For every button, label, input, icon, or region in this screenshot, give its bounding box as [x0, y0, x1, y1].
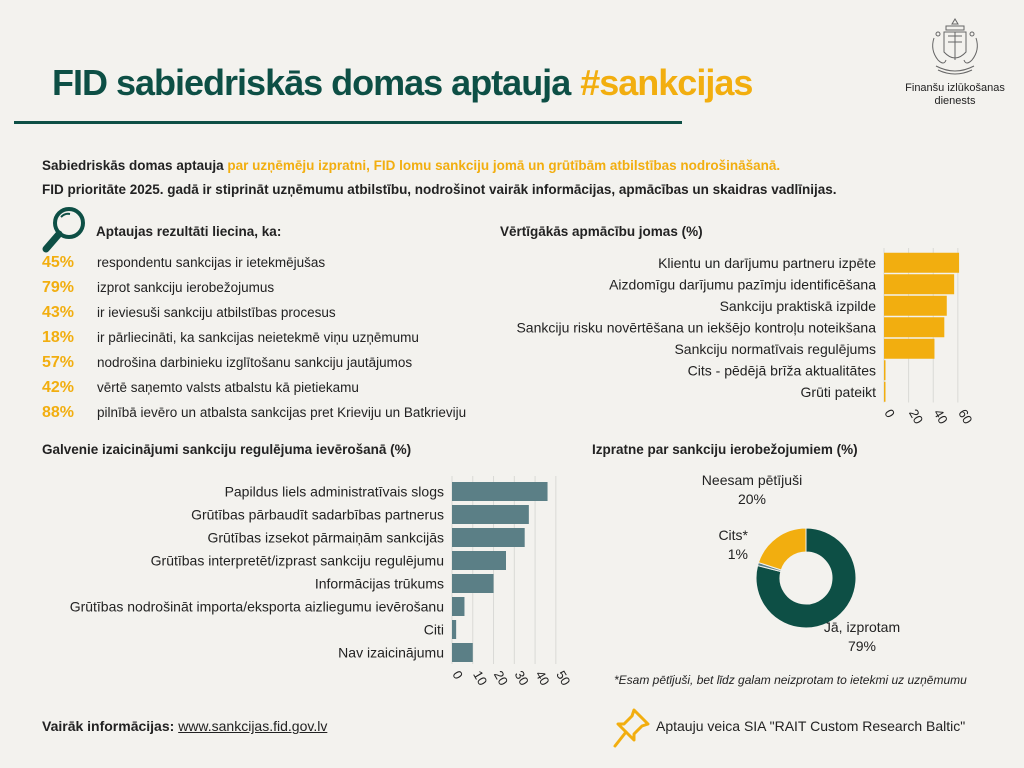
chart-challenges-title: Galvenie izaicinājumi sankciju regulējuma ievērošanā (%)	[42, 442, 412, 457]
logo-line-1: Finanšu izlūkošanas	[905, 82, 1005, 94]
intro-line-1	[42, 154, 992, 178]
finding-text: ir pārliecināti, ka sankcijas neietekmē viņu uzņēmumu	[97, 330, 419, 345]
tick-label: 0	[881, 406, 899, 421]
chart-challenges	[10, 476, 590, 696]
category-label: Grūtības pārbaudīt sadarbības partnerus	[191, 506, 444, 523]
logo-line-2: dienests	[934, 95, 976, 107]
bar	[452, 528, 525, 547]
category-label: Grūtības interpretēt/izprast sankciju regulējumu	[150, 552, 444, 569]
more-info-link[interactable]: www.sankcijas.fid.gov.lv	[178, 718, 328, 734]
tick-label: 30	[511, 668, 532, 689]
title-underline	[14, 121, 682, 124]
finding-percent: 42%	[42, 379, 75, 396]
finding-percent: 18%	[42, 329, 75, 346]
finding-percent: 43%	[42, 304, 75, 321]
magnifier-icon	[40, 204, 90, 256]
finding-text: izprot sankciju ierobežojumus	[97, 280, 275, 295]
finding-item	[42, 404, 466, 422]
bar	[884, 339, 934, 359]
finding-percent: 79%	[42, 279, 75, 296]
results-heading: Aptaujas rezultāti liecina, ka:	[96, 224, 282, 239]
category-label: Sankciju risku novērtēšana un iekšējo kontroļu noteikšana	[516, 319, 876, 336]
tick-label: 0	[449, 668, 467, 682]
finding-percent: 45%	[42, 254, 75, 271]
slice-label: Jā, izprotam	[823, 619, 901, 635]
tick-label: 40	[930, 406, 951, 427]
title-main: FID sabiedriskās domas aptauja	[52, 62, 571, 103]
title-hashtag: #sankcijas	[580, 62, 753, 103]
intro-text	[42, 154, 992, 202]
tick-label: 20	[906, 406, 927, 427]
slice-label: Cits*	[718, 527, 748, 543]
tick-label: 60	[955, 406, 976, 427]
pushpin-icon	[612, 706, 652, 750]
category-label: Grūti pateikt	[800, 383, 876, 400]
finding-item	[42, 304, 336, 322]
category-label: Grūtības nodrošināt importa/eksporta aizliegumu ievērošanu	[69, 598, 444, 615]
logo-text	[900, 82, 1010, 108]
chart-training	[460, 248, 980, 438]
category-label: Informācijas trūkums	[314, 575, 444, 592]
bar	[884, 360, 886, 380]
finding-text: nodrošina darbinieku izglītošanu sankciju jautājumos	[97, 355, 413, 370]
category-label: Nav izaicinājumu	[338, 644, 444, 661]
category-label: Grūtības izsekot pārmaiņām sankcijās	[207, 529, 444, 546]
survey-credit: Aptauju veica SIA "RAIT Custom Research Baltic"	[656, 718, 966, 734]
bar	[884, 317, 944, 337]
intro-line-1-plain: Sabiedriskās domas aptauja	[42, 158, 228, 173]
slice-label: Neesam pētījuši	[701, 472, 803, 488]
finding-item	[42, 254, 325, 272]
bar	[884, 382, 886, 402]
tick-label: 10	[470, 668, 491, 689]
slice-label: 20%	[737, 491, 767, 507]
category-label: Papildus liels administratīvais slogs	[224, 483, 444, 500]
finding-text: respondentu sankcijas ir ietekmējušas	[97, 255, 326, 270]
finding-text: ir ieviesuši sankciju atbilstības procesus	[97, 305, 336, 320]
category-label: Sankciju normatīvais regulējums	[674, 340, 876, 357]
bar	[884, 253, 959, 273]
category-label: Klientu un darījumu partneru izpēte	[658, 254, 876, 271]
tick-label: 20	[490, 668, 512, 689]
finding-text: vērtē saņemto valsts atbalstu kā pietiekamu	[97, 380, 359, 395]
bar	[452, 482, 548, 501]
slice-label: 1%	[727, 546, 748, 562]
tick-label: 40	[532, 668, 553, 689]
bar	[452, 643, 473, 662]
bar	[884, 296, 947, 316]
intro-line-2: FID prioritāte 2025. gadā ir stiprināt uzņēmumu atbilstību, nodrošinot vairāk informācijas, apmācības un skaidras vadlīnijas.	[42, 182, 837, 197]
finding-percent: 57%	[42, 354, 75, 371]
bar	[452, 597, 464, 616]
bar	[452, 505, 529, 524]
category-label: Cits - pēdējā brīža aktualitātes	[687, 362, 876, 379]
chart-understanding-title: Izpratne par sankciju ierobežojumiem (%)	[592, 442, 858, 457]
chart-understanding	[660, 466, 960, 666]
finding-item	[42, 329, 419, 347]
category-label: Sankciju praktiskā izpilde	[719, 297, 876, 314]
more-info	[42, 718, 327, 734]
finding-text: pilnībā ievēro un atbalsta sankcijas pret Krieviju un Batkrieviju	[97, 405, 467, 420]
coat-of-arms-icon	[926, 16, 984, 78]
slice-label: 79%	[847, 638, 877, 654]
intro-line-1-accent: par uzņēmēju izpratni, FID lomu sankciju jomā un grūtībām atbilstības nodrošināšanā.	[227, 158, 781, 173]
finding-item	[42, 379, 359, 397]
finding-percent: 88%	[42, 404, 75, 421]
donut-slice	[758, 528, 806, 570]
tick-label: 50	[553, 668, 574, 689]
bar	[884, 274, 954, 294]
finding-item	[42, 279, 274, 297]
bar	[452, 551, 506, 570]
bar	[452, 574, 494, 593]
bar	[452, 620, 456, 639]
page-title	[52, 62, 752, 104]
category-label: Aizdomīgu darījumu pazīmju identificēšana	[609, 276, 876, 293]
chart-training-title: Vērtīgākās apmācību jomas (%)	[500, 224, 703, 239]
logo	[900, 16, 1010, 108]
footnote: *Esam pētījuši, bet līdz galam neizprotam to ietekmi uz uzņēmumu	[614, 673, 967, 687]
category-label: Citi	[423, 621, 444, 638]
finding-item	[42, 354, 412, 372]
more-info-label: Vairāk informācijas:	[42, 718, 175, 734]
